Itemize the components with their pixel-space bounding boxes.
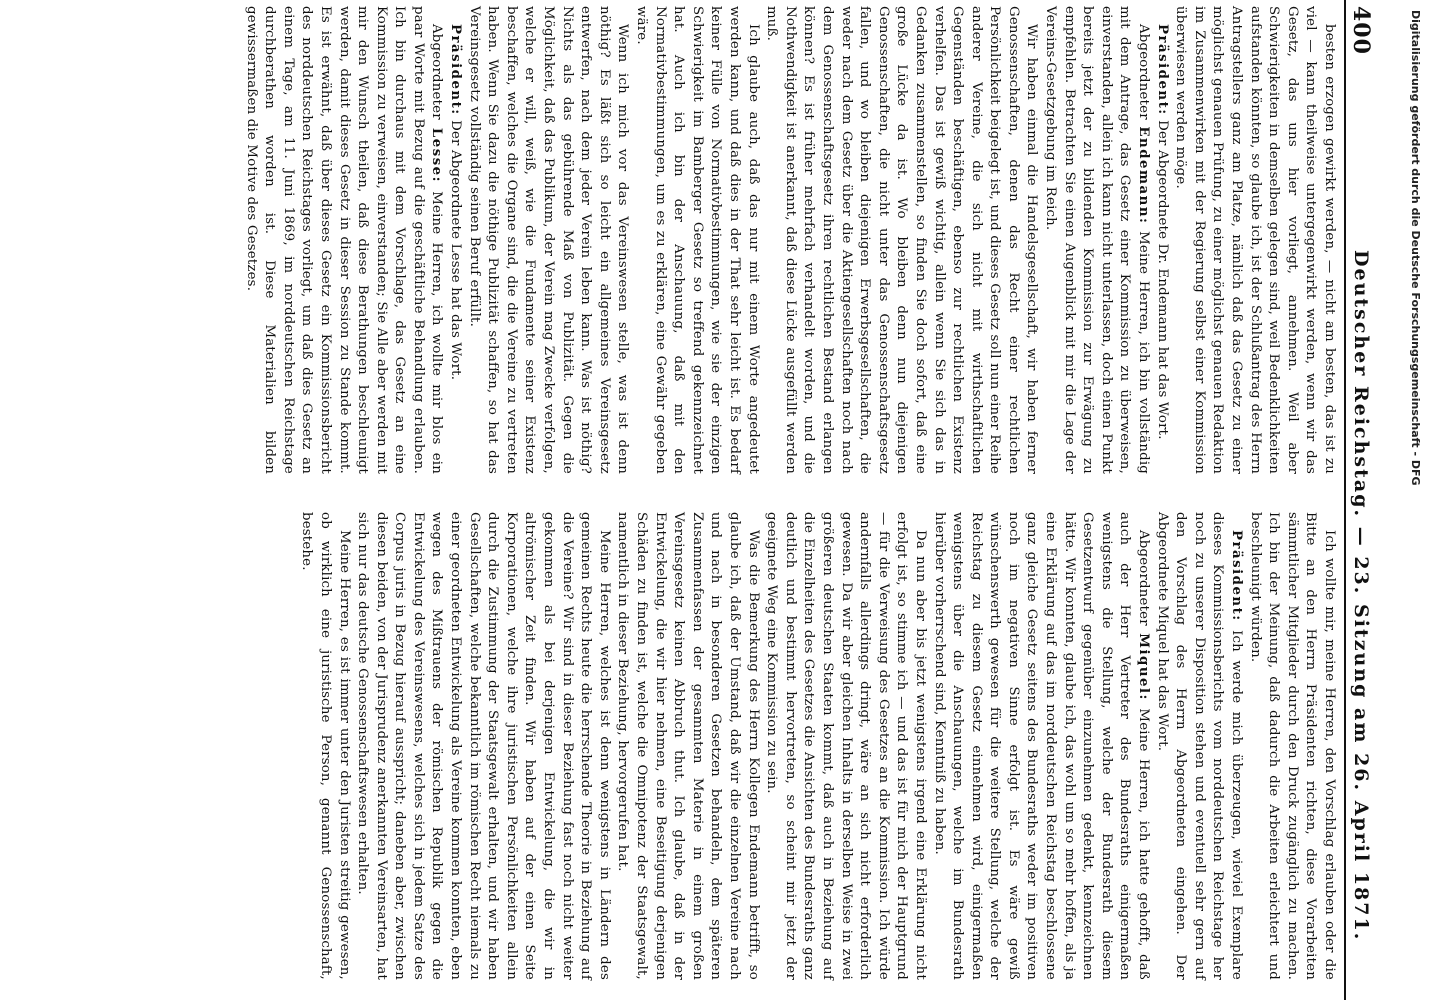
speech-text: Meine Herren, ich wollte mir blos ein paar Worte mit Bezug auf die geschäftliche Behandlung erlauben. Ich bin durchaus mit dem Vorschlage, das Gesetz an eine Kommission zu verweisen, einverstanden; Sie Alle aber werden mit mir den Wunsch theilen, daß diese Berathungen beschleunigt werden, damit dieses Gesetz in dieser Session zu Stande kommt. Es ist erwähnt, daß über dieses Gesetz ein Kommissionsbericht des norddeutschen Reichstages vorliegt, um daß dies Gesetz an einem Tage, am 11. Juni 1869, im norddeutschen Reichstage durchberathen worden ist. Diese Materialien bilden gewissermaßen die Motive des Gesetzes. <box>243 6 445 474</box>
president-remark <box>1152 512 1245 980</box>
speech-text: Ich werde mich überzeugen, wieviel Exemplare dieses Kommissionsberichts vom norddeutschen Reichstage her noch zu unserer Disposition stehen und eventuell sehr gern auf den Vorschlag des Herrn Abgeordneten eingehen. Der Abgeordnete Miquel hat das Wort. <box>1154 512 1245 980</box>
page-content <box>60 0 1380 1000</box>
speaker-name: Präsident: <box>1154 24 1170 116</box>
speaker-title: Abgeordneter <box>1136 530 1152 626</box>
digitization-credit: Digitalisierung gefördert durch die Deutsche Forschungsgemeinschaft - DFG <box>1409 10 1422 486</box>
speaker-name: Miquel: <box>1136 633 1152 701</box>
speech <box>929 512 1152 980</box>
speaker-title: Abgeordneter <box>429 24 445 120</box>
header-rule <box>1344 0 1346 1000</box>
president-remark <box>446 6 465 474</box>
paragraph: Meine Herren, es ist immer unter den Juristen streitig gewesen, ob wirklich eine juristische Person, genannt Genossenschaft, bestehe. <box>299 512 352 980</box>
speech-text: Der Abgeordnete Lesse hat das Wort. <box>448 120 464 381</box>
speech-text: Der Abgeordnete Dr. Endemann hat das Wort. <box>1154 120 1170 440</box>
speaker-name: Lesse: <box>429 127 445 184</box>
page-header <box>1344 0 1380 1000</box>
speech <box>241 6 446 474</box>
left-column <box>241 6 1338 474</box>
paragraph: Wir haben einmal die Handelsgesellschaft, wir haben ferner Genossenschaften, denen das Recht einer rechtlichen Persönlichkeit beigelegt ist, und dieses Gesetz soll nun einer Reihe anderer Vereine, die sich nicht mit wirthschaftlichen Gegenständen beschäftigen, ebenso zur rechtlichen Existenz verhelfen. Das ist gewiß wichtig, allein wenn Sie sich das in Gedanken zusammenstellen, so finden Sie doch sofort, daß eine große Lücke da ist. Wo bleiben denn nun diejenigen Genossenschaften, die nicht unter das Genossenschaftsgesetz fallen, und wo bleiben diejenigen Erwerbsgesellschaften, die weder nach dem Gesetz über die Aktiengesellschaften noch nach dem Genossenschaftsgesetz ihren rechtlichen Bestand erlangen können? Es ist früher mehrfach verhandelt worden, und die Nothwendigkeit ist anerkannt, daß diese Lücke ausgefüllt werden muß. <box>764 6 1040 474</box>
paragraph: Ich wollte mir, meine Herren, den Vorschlag erlauben oder die Bitte an den Herrn Präsidenten richten, diese Vorarbeiten sämmtlicher Mitglieder durch den Druck zugänglich zu machen. Ich bin der Meinung, daß dadurch die Arbeiten erleichtert und beschleunigt würden. <box>1247 512 1337 980</box>
paragraph: Was die Bemerkung des Herrn Kollegen Endemann betrifft, so glaube ich, daß der Umstand, daß wir die einzelnen Vereine nach und nach in besonderen Gesetzen behandeln, dem späteren Zusammenfassen der gesammten Materie in einem großen Vereinsgesetz keinen Abbruch thut. Ich glaube, daß in der Entwickelung, die wir hier nehmen, eine Beseitigung derjenigen Schäden zu finden ist, welche die Omnipotenz der Staatsgewalt, namentlich in dieser Beziehung, hervorgerufen hat. <box>615 512 761 980</box>
speech <box>1041 6 1153 474</box>
president-remark <box>1152 6 1171 474</box>
speaker-name: Endemann: <box>1136 126 1152 225</box>
paragraph: Meine Herren, welches ist denn wenigstens in Ländern des gemeinen Rechts heute die herrschende Theorie in Beziehung auf die Vereine? Wir sind in dieser Beziehung fast noch nicht weiter gekommen als bei derjenigen Entwickelung, die wir in altrömischer Zeit finden. Wir haben auf der einen Seite Korporationen, welche ihre juristischen Persönlichkeiten allein durch die Zustimmung der Staatsgewalt erhalten, und wir haben Gesellschaften, welche bekanntlich im römischen Recht niemals zu einer geordneten Entwickelung als Vereine kommen konnten, eben wegen des Mißtrauens der römischen Republik gegen die Entwickelung des Vereinswesens, welches sich in jedem Satze des Corpus juris in Bezug hierauf ausspricht; daneben aber, zwischen diesen beiden, von der Jurisprudenz anerkannten Vereinsarten, hat sich nur das deutsche Genossenschaftswesen erhalten. <box>355 512 612 980</box>
page-title: Deutscher Reichstag. — 23. Sitzung am 26. April 1871. <box>1350 250 1372 942</box>
speech-text: Meine Herren, ich hatte gehofft, daß auch der Herr Vertreter des Bundesraths einigermaßen wenigstens die Stellung, welche der Bundesrath diesem Gesetzentwurf gegenüber einzunehmen gedenkt, kennzeichnen hätte. Wir konnten, glaube ich, das wohl um so mehr hoffen, als ja eine Erklärung auf das im norddeutschen Reichstag beschlossene ganz gleiche Gesetz seitens des Bundesraths weder im positiven noch im negativen Sinne erfolgt ist. Es wäre gewiß wünschenswerth gewesen für die weitere Stellung, welche der Reichstag zu diesem Gesetz einnehmen wird, einigermaßen wenigstens über die Anschauungen, welche im Bundesrath hierüber vorherrschend sind, Kenntniß zu haben. <box>931 512 1152 980</box>
paragraph: Wenn ich mich vor das Vereinswesen stelle, was ist denn nöthig? Es läßt sich so leicht ein allgemeines Vereinsgesetz entwerfen, nach dem jeder Verein leben kann. Was ist nöthig? Nichts als das gebührende Maß von Publizität. Gegen die Möglichkeit, daß das Publikum, der Verein mag Zwecke verfolgen, welche er will, weiß, wie die Fundamente seiner Existenz beschaffen, welches die Organe sind, die die Vereine zu vertreten haben. Wenn Sie dazu die nöthige Publizität schaffen, so hat das Vereinsgesetz vollständig seinen Beruf erfüllt. <box>466 6 631 474</box>
speaker-title: Abgeordneter <box>1136 24 1152 120</box>
speaker-name: Präsident: <box>448 24 464 116</box>
speaker-name: Präsident: <box>1229 530 1245 622</box>
page-number: 400 <box>1348 6 1374 55</box>
paragraph: Ich glaube auch, daß das nur mit einem Worte angedeutet werden kann, und daß dies in der That sehr leicht ist. Es bedarf keiner Fülle von Normativbestimmungen, wie sie der einzigen Schwierigkeit im Bamberger Gesetz so treffend gekennzeichnet hat. Auch ich bin der Anschauung, daß mit den Normativbestimmungen, um es zu erklären, eine Gewähr gegeben wäre. <box>634 6 761 474</box>
paragraph: besten erzogen gewirkt werden, — nicht am besten, das ist zu viel — kann theilweise untergegenwirkt werden, wenn wir das Gesetz, das uns hier vorliegt, annehmen. Weil aber Schwierigkeiten in demselben gelegen sind, weil Bedenklichkeiten aufstanden könnten, so glaube ich, ist der Schlußantrag des Herrn Antragstellers ganz am Platze, nämlich daß das Gesetz zu einer möglichst genauen Prüfung, zu einer möglichst genauen Redaktion im Zusammenwirken mit der Regierung selbst einer Kommission überwiesen werden möge. <box>1173 6 1337 474</box>
right-column <box>297 512 1338 980</box>
speech-text: Meine Herren, ich bin vollständig mit dem Antrage, das Gesetz einer Kommission zu überweisen, einverstanden, allein ich kann nicht unterlassen, doch einen Punkt bereits jetzt der zu bildenden Kommission zur Erwägung zu empfehlen. Betrachten Sie einen Augenblick mit mir die Lage der Vereins-Gesetzgebung im Reich. <box>1043 6 1152 474</box>
paragraph: Da nun aber bis jetzt wenigstens irgend eine Erklärung nicht erfolgt ist, so stimme ich — und das ist für mich der Hauptgrund — für die Verweisung des Gesetzes an die Kommission. Ich würde andernfalls allerdings dringt, wäre an sich nicht erforderlich gewesen. Da wir aber gleichen Inhalts in derselben Weise in zwei größeren deutschen Staaten kommt, daß auch in Beziehung auf die Einzelheiten des Gesetzes die Ansichten des Bundesraths ganz deutlich und bestimmt hervortreten, so scheint mir jetzt der geeignete Weg eine Kommission zu sein. <box>764 512 928 980</box>
